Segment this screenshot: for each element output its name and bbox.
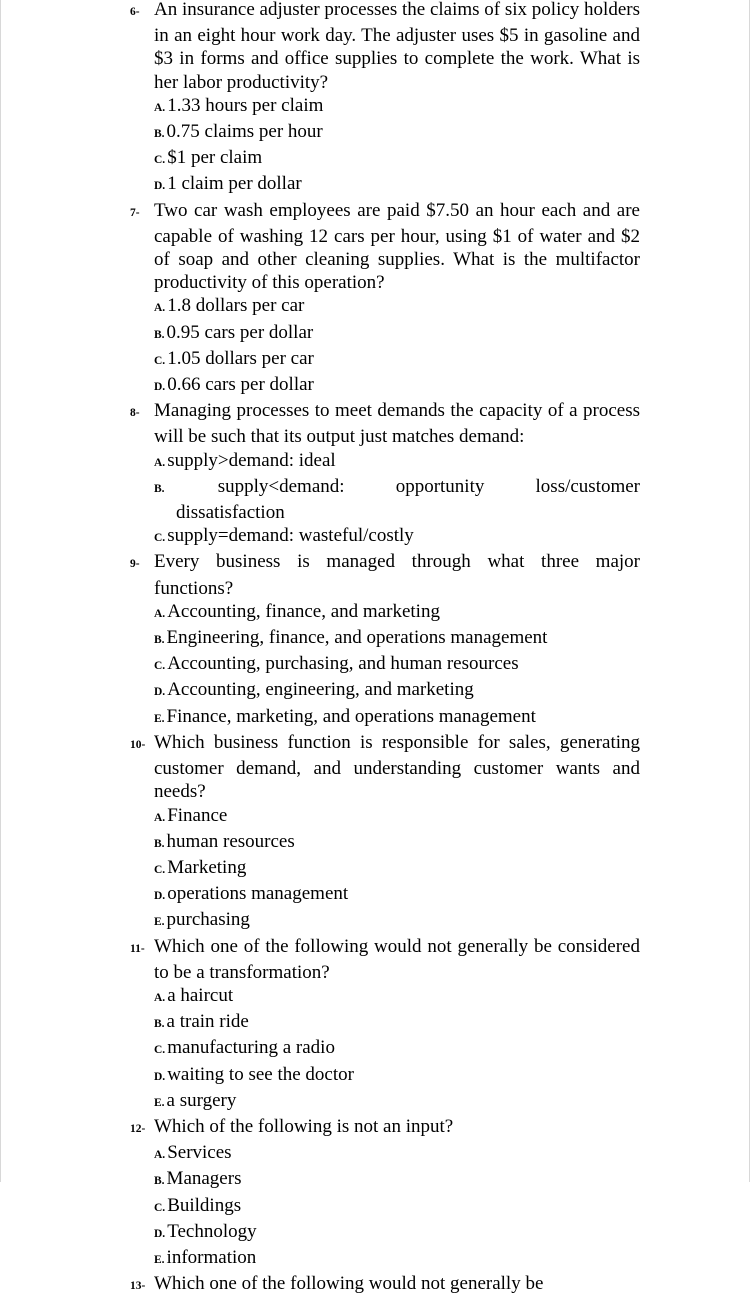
option-text: information — [166, 1246, 257, 1268]
option-text: a train ride — [166, 1011, 249, 1033]
option-a[interactable] — [130, 600, 640, 626]
option-c[interactable] — [130, 524, 640, 550]
option-text: a haircut — [167, 984, 234, 1006]
option-b[interactable] — [130, 321, 640, 347]
option-c[interactable] — [130, 652, 640, 678]
option-a[interactable] — [130, 1141, 640, 1167]
option-list — [130, 94, 640, 199]
option-text: 0.95 cars per dollar — [166, 321, 314, 343]
option-text: 0.66 cars per dollar — [167, 374, 314, 396]
option-label: D. — [154, 180, 166, 193]
question-text: Managing processes to meet demands the capacity of a process will be such that its output just matches demand: — [154, 400, 640, 448]
option-e[interactable] — [130, 1089, 640, 1115]
option-a[interactable] — [130, 984, 640, 1010]
option-text: supply>demand: ideal — [167, 449, 336, 471]
option-text: Accounting, purchasing, and human resources — [167, 653, 519, 675]
question-text: An insurance adjuster processes the claims of six policy holders in an eight hour work day. The adjuster uses $5 in gasoline and $3 in forms and office supplies to complete the work. What is her labor productivity? — [154, 0, 640, 93]
option-label: C. — [154, 1044, 166, 1057]
option-a[interactable] — [130, 804, 640, 830]
question-text: Which one of the following would not generally be — [154, 1273, 544, 1295]
option-a[interactable] — [130, 449, 640, 475]
question-9 — [130, 550, 640, 730]
option-list — [130, 804, 640, 935]
page-border-left — [0, 0, 1, 1182]
option-label: B. — [154, 1018, 165, 1031]
option-b[interactable] — [130, 475, 640, 501]
option-label: D. — [154, 686, 166, 699]
option-b[interactable] — [130, 120, 640, 146]
option-c[interactable] — [130, 347, 640, 373]
option-text: Engineering, finance, and operations management — [166, 627, 548, 649]
option-label: C. — [154, 863, 166, 876]
option-list — [130, 600, 640, 731]
option-d[interactable] — [130, 1220, 640, 1246]
question-number: 6- — [130, 6, 140, 18]
option-e[interactable] — [130, 705, 640, 731]
option-list — [130, 294, 640, 399]
option-text: Services — [167, 1142, 232, 1164]
option-label: C. — [154, 660, 166, 673]
option-label: A. — [154, 607, 166, 620]
option-text: Accounting, finance, and marketing — [167, 600, 440, 622]
question-11 — [130, 935, 640, 1115]
option-label: B. — [154, 328, 165, 341]
option-label: A. — [154, 1149, 166, 1162]
option-a[interactable] — [130, 294, 640, 320]
option-text: 1.33 hours per claim — [167, 94, 324, 116]
option-text: Finance — [167, 804, 228, 826]
option-label: D. — [154, 1227, 166, 1240]
option-text: Marketing — [167, 856, 247, 878]
option-list — [130, 449, 640, 551]
question-list — [130, 0, 640, 1298]
option-text: $1 per claim — [167, 147, 263, 169]
option-b[interactable] — [130, 1010, 640, 1036]
question-number: 8- — [130, 407, 140, 420]
option-text: supply=demand: wasteful/costly — [167, 525, 414, 547]
option-label: C. — [154, 154, 166, 167]
option-label: B. — [154, 482, 165, 495]
option-text: Managers — [166, 1168, 242, 1190]
option-label: E. — [154, 1253, 165, 1266]
option-label: B. — [154, 837, 165, 850]
option-label: E. — [154, 916, 165, 929]
question-text: Every business is managed through what three major functions? — [154, 551, 640, 599]
option-label: B. — [154, 634, 165, 647]
option-label: C. — [154, 354, 166, 367]
option-list — [130, 984, 640, 1115]
question-text: Which of the following is not an input? — [154, 1115, 454, 1137]
option-label: C. — [154, 532, 166, 545]
option-d[interactable] — [130, 882, 640, 908]
option-c[interactable] — [130, 1194, 640, 1220]
option-text: supply<demand: opportunity loss/customer — [217, 475, 641, 497]
option-c[interactable] — [130, 856, 640, 882]
option-label: C. — [154, 1201, 166, 1214]
option-label: B. — [154, 128, 165, 141]
option-label: A. — [154, 456, 166, 469]
option-label: D. — [154, 1070, 166, 1083]
question-10 — [130, 731, 640, 935]
option-text: a surgery — [166, 1089, 237, 1111]
option-text: 1.05 dollars per car — [167, 347, 314, 369]
option-text: 1 claim per dollar — [167, 173, 302, 195]
option-text: purchasing — [166, 909, 250, 931]
question-number: 12- — [130, 1122, 146, 1135]
question-7 — [130, 199, 640, 400]
option-label: B. — [154, 1175, 165, 1188]
option-text: Accounting, engineering, and marketing — [167, 679, 474, 701]
question-number: 11- — [130, 942, 145, 955]
option-text: Buildings — [167, 1194, 242, 1216]
option-label: D. — [154, 890, 166, 903]
question-13 — [130, 1272, 640, 1298]
option-b[interactable] — [130, 1167, 640, 1193]
option-label: D. — [154, 381, 166, 394]
question-8 — [130, 399, 640, 550]
option-label: A. — [154, 991, 166, 1004]
question-6 — [130, 0, 640, 199]
option-text: manufacturing a radio — [167, 1037, 335, 1059]
option-e[interactable] — [130, 1246, 640, 1272]
option-d[interactable] — [130, 1063, 640, 1089]
option-label: E. — [154, 712, 165, 725]
option-label: A. — [154, 302, 166, 315]
option-text: Technology — [167, 1220, 257, 1242]
option-c[interactable] — [130, 146, 640, 172]
option-text: waiting to see the doctor — [167, 1063, 354, 1085]
option-e[interactable] — [130, 908, 640, 934]
option-list — [130, 1141, 640, 1272]
option-b[interactable] — [130, 626, 640, 652]
option-a[interactable] — [130, 94, 640, 120]
option-d[interactable] — [130, 678, 640, 704]
option-text: 1.8 dollars per car — [167, 295, 305, 317]
option-c[interactable] — [130, 1036, 640, 1062]
option-text: human resources — [166, 830, 295, 852]
question-12 — [130, 1115, 640, 1272]
option-label: A. — [154, 811, 166, 824]
option-text: operations management — [167, 883, 349, 905]
question-text: Two car wash employees are paid $7.50 an hour each and are capable of washing 12 cars per hour, using $1 of water and $2 of soap and other cleaning supplies. What is the multifactor productivity of this operation? — [154, 199, 640, 294]
option-text: Finance, marketing, and operations management — [166, 705, 536, 727]
option-d[interactable] — [130, 373, 640, 399]
question-text: Which business function is responsible for sales, generating customer demand, and understanding customer wants and needs? — [154, 731, 640, 803]
option-label: A. — [154, 101, 166, 114]
option-label: E. — [154, 1096, 165, 1109]
option-b[interactable] — [130, 830, 640, 856]
question-number: 10- — [130, 738, 146, 751]
question-text: Which one of the following would not generally be considered to be a transformation? — [154, 935, 640, 983]
option-b-continuation: dissatisfaction — [176, 502, 285, 524]
question-number: 9- — [130, 558, 140, 571]
option-text: 0.75 claims per hour — [166, 121, 323, 143]
option-d[interactable] — [130, 172, 640, 198]
question-number: 7- — [130, 206, 140, 219]
question-number: 13- — [130, 1280, 146, 1293]
